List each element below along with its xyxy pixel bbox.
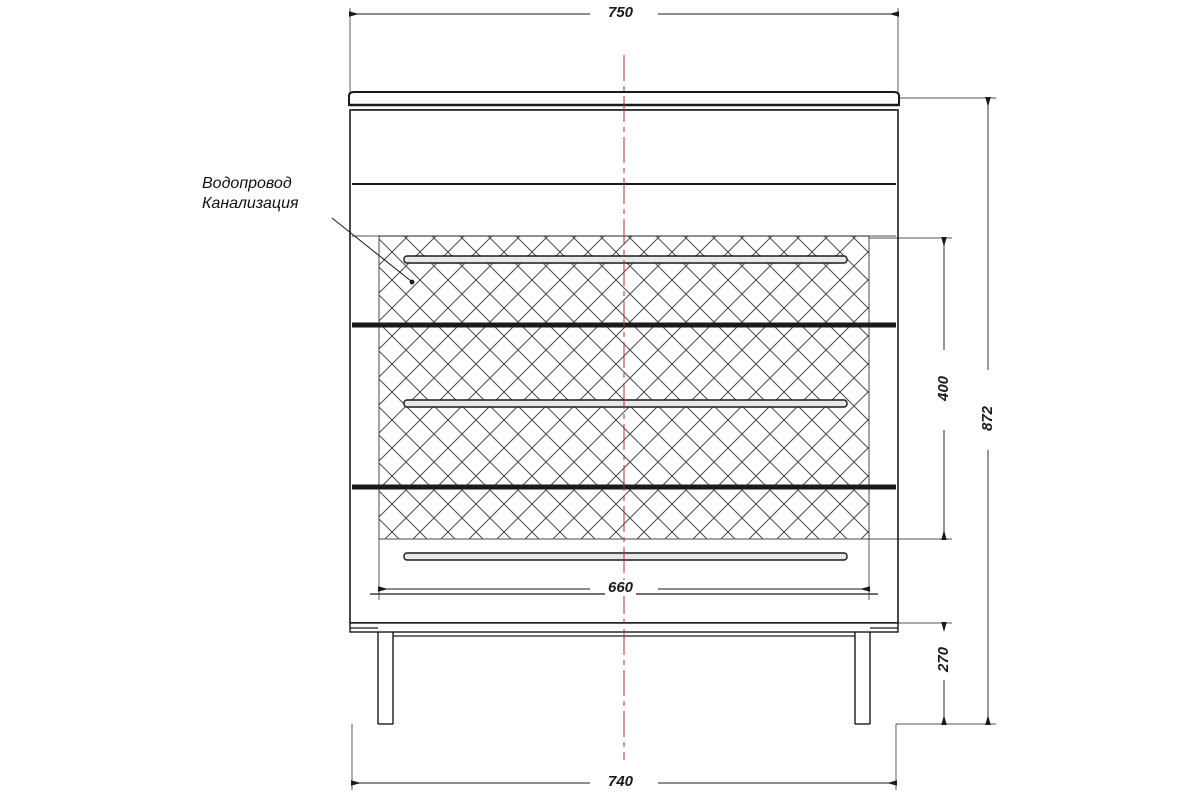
dimension-label-270: 270	[936, 644, 952, 675]
dimension-label-660: 660	[605, 580, 636, 596]
dimension-label-740: 740	[605, 774, 636, 790]
dimension-label-400: 400	[936, 373, 952, 404]
annotation-line-1: Водопровод	[202, 175, 292, 192]
dimension-label-750: 750	[605, 5, 636, 21]
dimension-label-872: 872	[980, 403, 996, 434]
annotation-water-supply	[202, 174, 299, 214]
annotation-line-2: Канализация	[202, 195, 299, 212]
